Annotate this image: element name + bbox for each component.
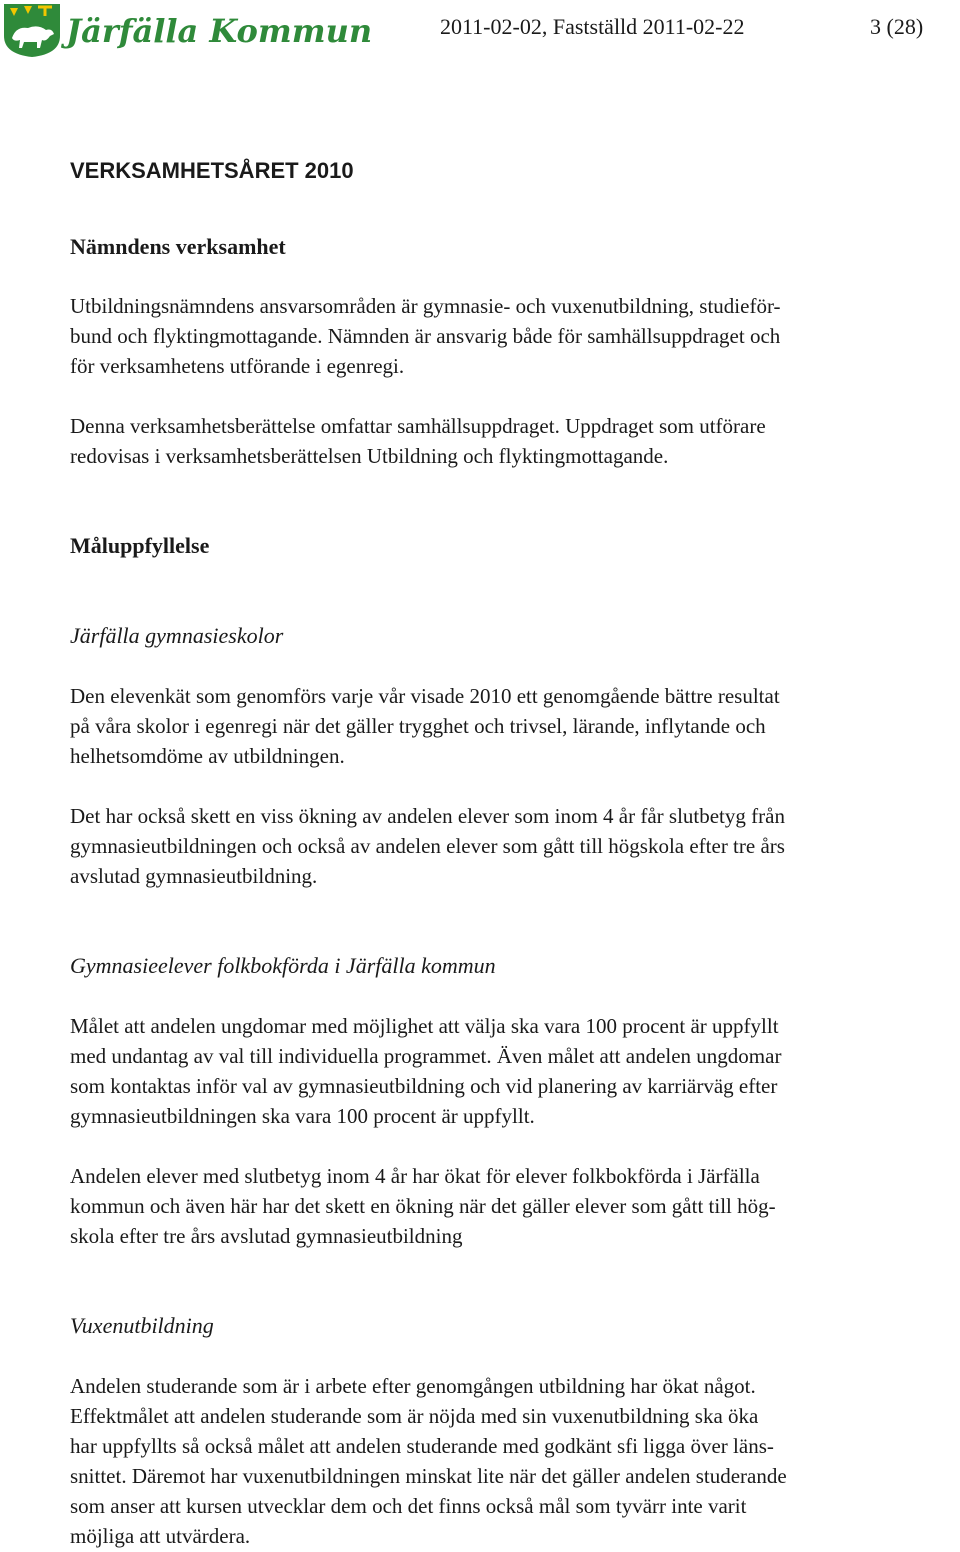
paragraph-line: Utbildningsnämndens ansvarsområden är gymnasie- och vuxenutbildning, studieför- (70, 294, 781, 318)
paragraph-line: gymnasieutbildningen ska vara 100 procent är uppfyllt. (70, 1104, 535, 1128)
logo-wordmark: Järfälla Kommun (66, 12, 373, 50)
paragraph-line: Den elevenkät som genomförs varje vår visade 2010 ett genomgående bättre resultat (70, 684, 780, 708)
paragraph-line: avslutad gymnasieutbildning. (70, 864, 318, 888)
page-header (0, 0, 960, 60)
paragraph-line: kommun och även här har det skett en ökning när det gäller elever som gått till hög- (70, 1194, 776, 1218)
page-number: 3 (28) (870, 14, 924, 39)
paragraph-line: Denna verksamhetsberättelse omfattar samhällsuppdraget. Uppdraget som utförare (70, 414, 766, 438)
paragraph-line: för verksamhetens utförande i egenregi. (70, 354, 405, 378)
paragraph-line: Effektmålet att andelen studerande som är nöjda med sin vuxenutbildning ska öka (70, 1404, 759, 1428)
paragraph-line: på våra skolor i egenregi när det gäller trygghet och trivsel, lärande, inflytande och (70, 714, 766, 738)
subheading-jarfalla-gymnasieskolor: Järfälla gymnasieskolor (70, 623, 284, 648)
paragraph-line: gymnasieutbildningen och också av andelen elever som gått till högskola efter tre års (70, 834, 785, 858)
paragraph-line: Andelen studerande som är i arbete efter genomgången utbildning har ökat något. (70, 1374, 756, 1398)
paragraph-line: bund och flyktingmottagande. Nämnden är ansvarig både för samhällsuppdraget och (70, 324, 781, 348)
logo-graphic (2, 2, 373, 58)
paragraph-line: som kontaktas inför val av gymnasieutbildning och vid planering av karriärväg efter (70, 1074, 778, 1098)
paragraph-line: har uppfyllts så också målet att andelen studerande med godkänt sfi ligga över läns- (70, 1434, 774, 1458)
paragraph-line: med undantag av val till individuella programmet. Även målet att andelen ungdomar (70, 1044, 782, 1068)
paragraph-line: redovisas i verksamhetsberättelsen Utbildning och flyktingmottagande. (70, 444, 669, 468)
section-heading-maluppfyllelse: Måluppfyllelse (70, 533, 210, 558)
document-date: 2011-02-02, Fastställd 2011-02-22 (440, 14, 745, 39)
paragraph-line: skola efter tre års avslutad gymnasieutbildning (70, 1224, 463, 1248)
jarfalla-kommun-logo (2, 2, 373, 58)
paragraph-line: Andelen elever med slutbetyg inom 4 år har ökat för elever folkbokförda i Järfälla (70, 1164, 760, 1188)
paragraph-line: möjliga att utvärdera. (70, 1524, 251, 1548)
document-title: VERKSAMHETSÅRET 2010 (70, 158, 354, 183)
paragraph-line: helhetsomdöme av utbildningen. (70, 744, 345, 768)
subheading-vuxenutbildning: Vuxenutbildning (70, 1313, 214, 1338)
paragraph-line: Målet att andelen ungdomar med möjlighet att välja ska vara 100 procent är uppfyllt (70, 1014, 779, 1038)
paragraph-line: snittet. Däremot har vuxenutbildningen minskat lite när det gäller andelen studerande (70, 1464, 787, 1488)
subheading-gymnasieelever: Gymnasieelever folkbokförda i Järfälla kommun (70, 953, 496, 978)
paragraph-line: som anser att kursen utvecklar dem och det finns också mål som tyvärr inte varit (70, 1494, 747, 1518)
paragraph-line: Det har också skett en viss ökning av andelen elever som inom 4 år får slutbetyg från (70, 804, 785, 828)
section-heading-namndens-verksamhet: Nämndens verksamhet (70, 234, 286, 259)
